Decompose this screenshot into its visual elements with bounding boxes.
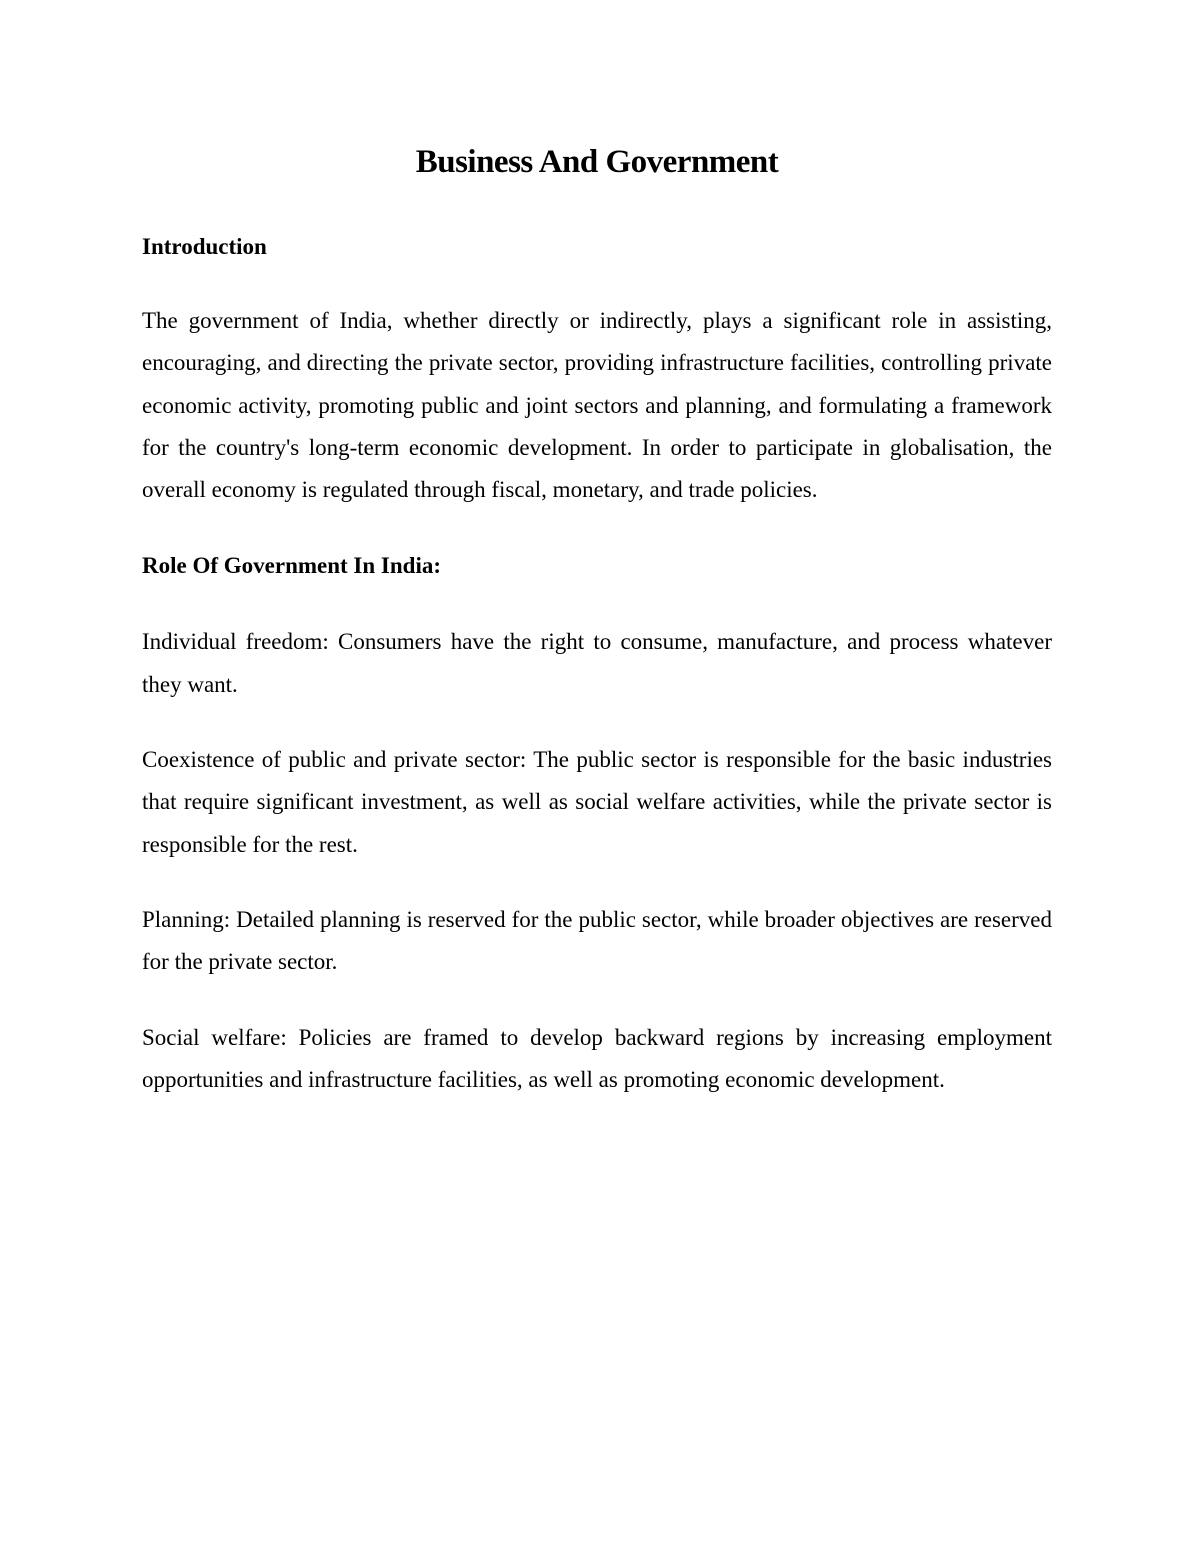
paragraph-social-welfare: Social welfare: Policies are framed to develop backward regions by increasing employment opportunities and infrastructure facilities, as well as promoting economic development. (142, 1024, 1052, 1092)
paragraph-individual-freedom: Individual freedom: Consumers have the right to consume, manufacture, and process whatever they want. (142, 629, 1052, 697)
section-heading-introduction: Introduction (142, 234, 267, 259)
section-heading-role-of-government: Role Of Government In India: (142, 553, 441, 579)
paragraph-coexistence: Coexistence of public and private sector: The public sector is responsible for the basic industries that require significant investment, as well as social welfare activities, while the private sector is responsible for the rest. (142, 747, 1052, 857)
document-body (142, 140, 1052, 1101)
introduction-paragraph: The government of India, whether directly or indirectly, plays a significant role in assisting, encouraging, and directing the private sector, providing infrastructure facilities, controlling private economic activity, promoting public and joint sectors and planning, and formulating a framework for the country's long-term economic development. In order to participate in globalisation, the overall economy is regulated through fiscal, monetary, and trade policies. (142, 308, 1052, 503)
document-title: Business And Government (415, 144, 779, 180)
paragraph-planning: Planning: Detailed planning is reserved for the public sector, while broader objectives are reserved for the private sector. (142, 906, 1052, 975)
